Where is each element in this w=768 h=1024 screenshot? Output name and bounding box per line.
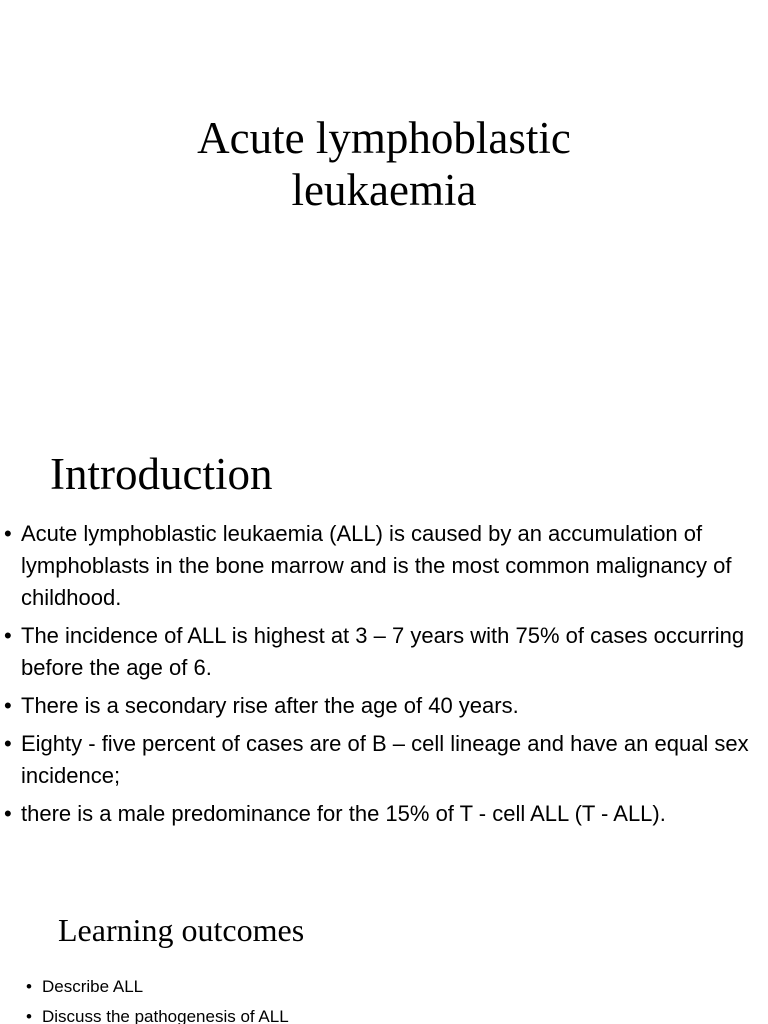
introduction-bullet-2 bbox=[4, 620, 764, 684]
bullet-marker: • bbox=[4, 693, 12, 718]
bullet-marker: • bbox=[4, 521, 12, 546]
bullet-marker: • bbox=[26, 977, 32, 996]
introduction-heading: Introduction bbox=[50, 449, 273, 499]
introduction-bullet-1 bbox=[4, 518, 764, 614]
learning-outcome-item-2 bbox=[26, 1004, 746, 1024]
introduction-bullet-text: Eighty - five percent of cases are of B – cell lineage and have an equal sex incidence; bbox=[21, 731, 749, 788]
introduction-bullet-text: There is a secondary rise after the age of 40 years. bbox=[21, 693, 519, 718]
slide-title-line-1: Acute lymphoblastic bbox=[197, 113, 571, 163]
learning-outcomes-heading: Learning outcomes bbox=[58, 912, 305, 948]
introduction-bullet-3 bbox=[4, 690, 764, 722]
slide-title-line-2: leukaemia bbox=[291, 165, 477, 215]
bullet-marker: • bbox=[4, 731, 12, 756]
introduction-bullet-text: Acute lymphoblastic leukaemia (ALL) is caused by an accumulation of lymphoblasts in the bone marrow and is the most common malignancy of childhood. bbox=[21, 521, 732, 610]
introduction-bullet-5 bbox=[4, 798, 764, 830]
introduction-bullet-text: The incidence of ALL is highest at 3 – 7 years with 75% of cases occurring before the age of 6. bbox=[21, 623, 745, 680]
bullet-marker: • bbox=[26, 1007, 32, 1024]
introduction-bullet-text: there is a male predominance for the 15% of T - cell ALL (T - ALL). bbox=[21, 801, 666, 826]
introduction-bullet-list bbox=[4, 518, 764, 836]
learning-outcome-text: Discuss the pathogenesis of ALL bbox=[42, 1007, 289, 1024]
learning-outcomes-list bbox=[26, 974, 746, 1024]
bullet-marker: • bbox=[4, 801, 12, 826]
slide-title bbox=[0, 112, 768, 216]
learning-outcome-item-1 bbox=[26, 974, 746, 1000]
bullet-marker: • bbox=[4, 623, 12, 648]
learning-outcome-text: Describe ALL bbox=[42, 977, 144, 996]
introduction-bullet-4 bbox=[4, 728, 764, 792]
